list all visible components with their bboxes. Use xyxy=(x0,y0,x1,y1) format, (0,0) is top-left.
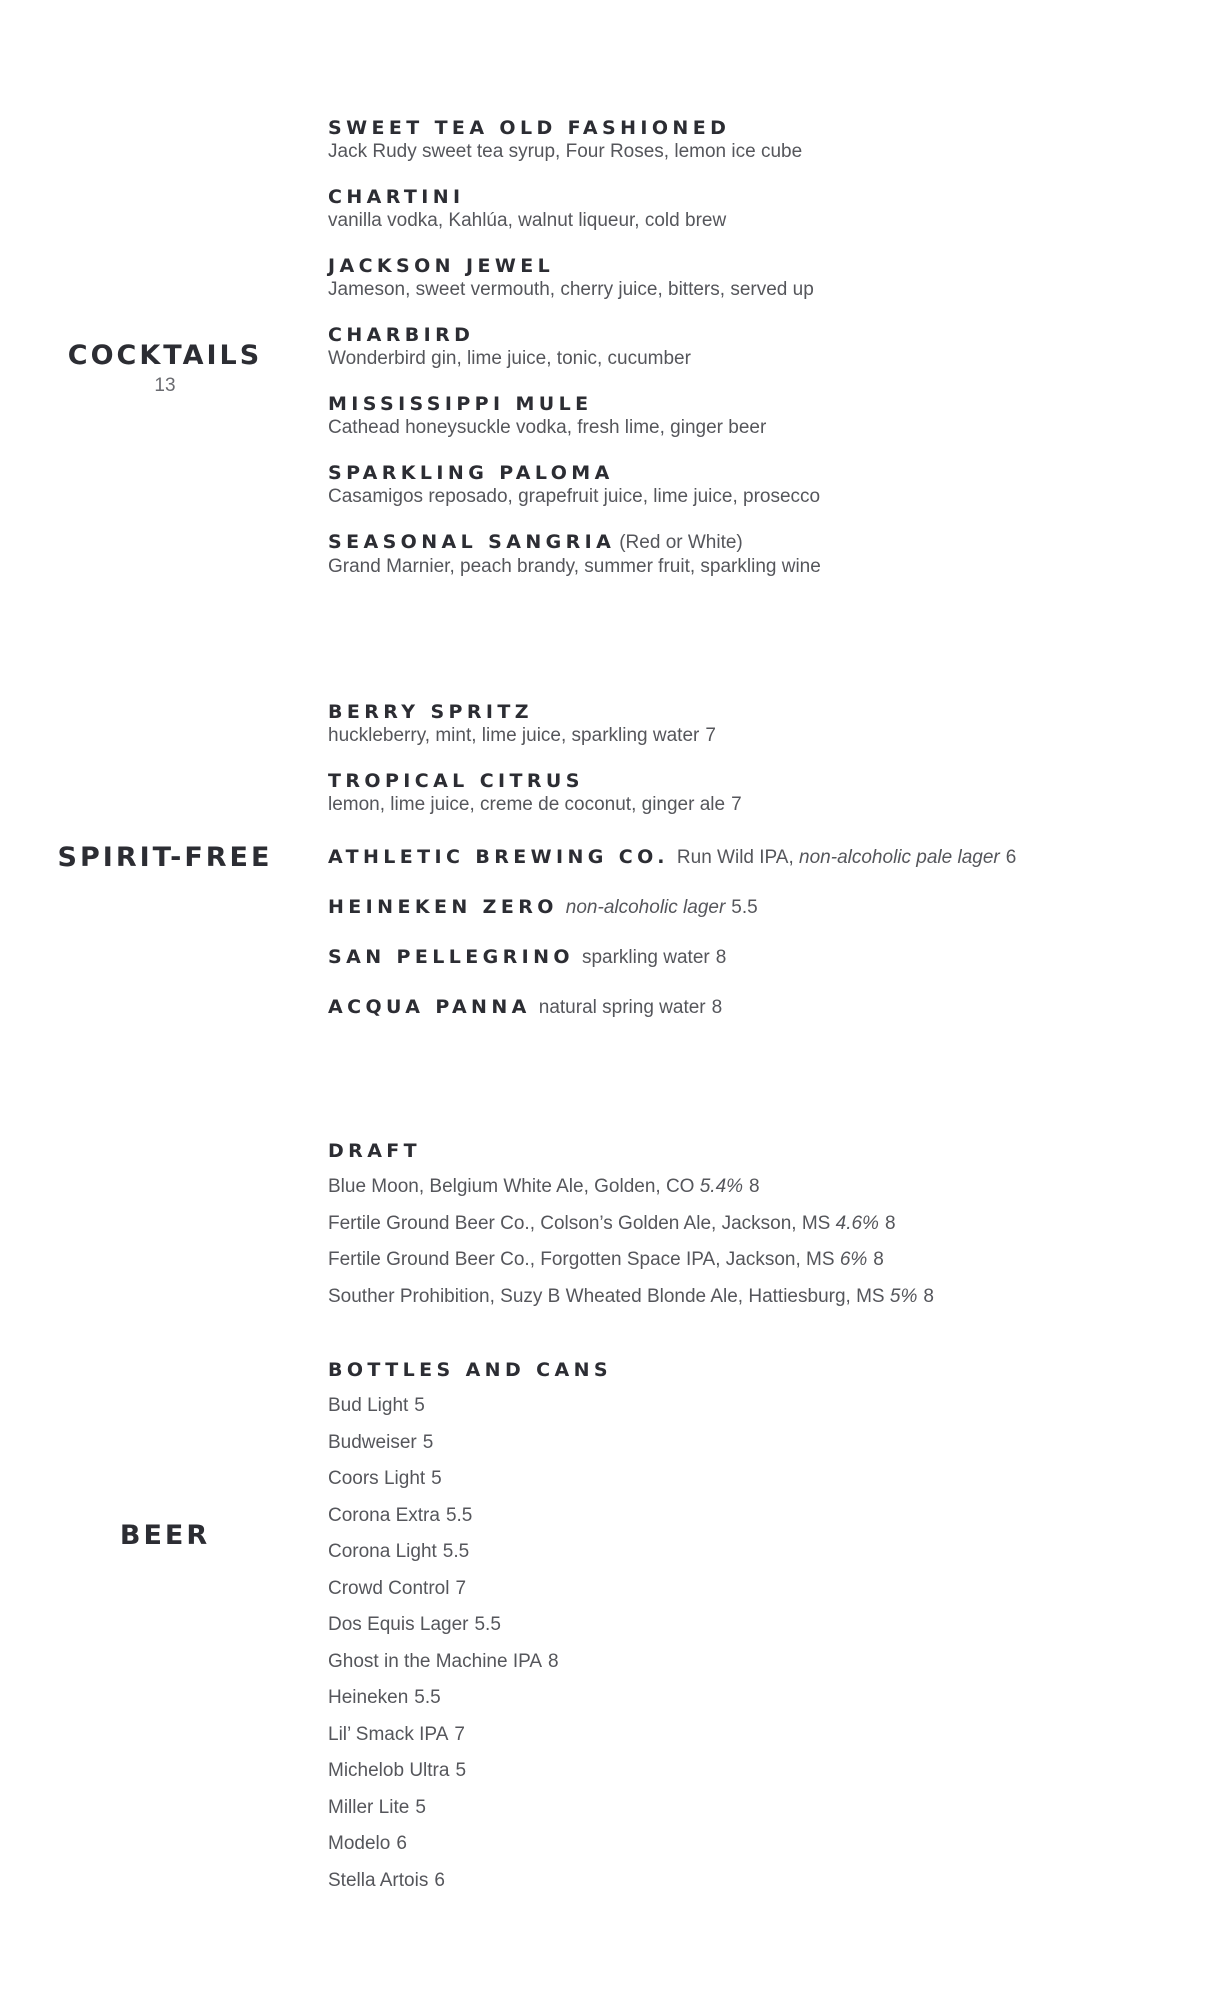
bottle-item xyxy=(328,1796,1188,1833)
spirit-free-desc-text: Run Wild IPA, xyxy=(676,847,800,868)
bottle-price: 7 xyxy=(454,1723,465,1745)
cocktail-name: CHARBIRD xyxy=(328,324,475,346)
cocktail-name: MISSISSIPPI MULE xyxy=(328,393,593,415)
bottle-item xyxy=(328,1613,1188,1650)
bottle-price: 5.5 xyxy=(474,1614,501,1635)
spirit-free-name: ACQUA PANNA xyxy=(328,996,531,1018)
spirit-free-name: ATHLETIC BREWING CO. xyxy=(328,846,669,868)
spirit-free-price: 6 xyxy=(1005,847,1017,868)
draft-name: Fertile Ground Beer Co., Colson’s Golden Ale, Jackson, MS xyxy=(328,1212,836,1234)
cocktails-list xyxy=(328,116,1188,600)
cocktails-price: 13 xyxy=(154,375,176,396)
draft-abv: 4.6% xyxy=(835,1212,879,1234)
bottles-section xyxy=(328,1358,1188,1905)
spirit-free-description xyxy=(328,724,1188,748)
bottle-price: 5 xyxy=(414,1395,425,1416)
bottle-price: 6 xyxy=(396,1833,407,1854)
bottle-item xyxy=(328,1467,1188,1504)
draft-price: 8 xyxy=(749,1176,760,1197)
spirit-free-name: TROPICAL CITRUS xyxy=(328,770,584,792)
bottle-name: Michelob Ultra xyxy=(328,1760,450,1781)
spirit-free-desc-text: lemon, lime juice, creme de coconut, ginger ale xyxy=(328,794,726,815)
bottle-name: Corona Extra xyxy=(328,1504,440,1526)
cocktail-name: SEASONAL SANGRIA (Red or White) xyxy=(328,531,743,553)
spirit-free-item xyxy=(328,700,1188,748)
spirit-free-inline-item xyxy=(328,895,1188,919)
draft-name: Fertile Ground Beer Co., Forgotten Space IPA, Jackson, MS xyxy=(328,1249,840,1270)
spirit-free-description xyxy=(539,997,722,1018)
bottle-name: Coors Light xyxy=(328,1468,426,1489)
cocktail-item xyxy=(328,254,1188,302)
bottle-name: Ghost in the Machine IPA xyxy=(328,1650,543,1672)
bottle-price: 5 xyxy=(415,1796,426,1818)
bottle-name: Miller Lite xyxy=(328,1796,410,1818)
spirit-free-desc-text: natural spring water xyxy=(538,997,706,1018)
spirit-free-name: BERRY SPRITZ xyxy=(328,701,533,723)
cocktail-item xyxy=(328,530,1188,579)
draft-price: 8 xyxy=(923,1285,934,1307)
cocktail-item xyxy=(328,116,1188,164)
spirit-free-desc-text: huckleberry, mint, lime juice, sparkling water xyxy=(328,725,700,746)
cocktail-description: vanilla vodka, Kahlúa, walnut liqueur, cold brew xyxy=(328,210,727,231)
bottle-price: 5.5 xyxy=(445,1504,473,1526)
bottle-name: Crowd Control xyxy=(328,1577,450,1599)
bottle-item xyxy=(328,1832,1188,1869)
spirit-free-price: 8 xyxy=(715,947,727,968)
cocktail-description: Cathead honeysuckle vodka, fresh lime, ginger beer xyxy=(328,417,767,438)
bottle-price: 5.5 xyxy=(414,1687,441,1708)
cocktail-description: Wonderbird gin, lime juice, tonic, cucumber xyxy=(328,348,691,369)
cocktail-item xyxy=(328,392,1188,440)
spirit-free-name: HEINEKEN ZERO xyxy=(328,896,558,918)
draft-abv: 5.4% xyxy=(699,1176,744,1197)
draft-item xyxy=(328,1285,1188,1322)
spirit-free-description xyxy=(566,897,758,918)
spirit-free-price: 5.5 xyxy=(731,897,758,918)
bottle-price: 5 xyxy=(422,1431,434,1453)
cocktail-item xyxy=(328,461,1188,509)
draft-item xyxy=(328,1248,1188,1285)
spirit-free-inline-item xyxy=(328,945,1188,969)
bottle-name: Dos Equis Lager xyxy=(328,1614,469,1635)
beer-section-label xyxy=(0,1520,330,1552)
bottle-item xyxy=(328,1504,1188,1541)
bottle-price: 5.5 xyxy=(442,1541,470,1562)
bottle-item xyxy=(328,1577,1188,1614)
draft-section xyxy=(328,1139,1188,1321)
bottle-price: 6 xyxy=(434,1869,445,1891)
bottle-name: Corona Light xyxy=(328,1541,437,1562)
spirit-free-price: 7 xyxy=(731,794,742,815)
draft-heading: DRAFT xyxy=(328,1140,422,1162)
bottles-heading: BOTTLES AND CANS xyxy=(328,1359,613,1381)
cocktail-name: SPARKLING PALOMA xyxy=(328,462,614,484)
draft-name: Souther Prohibition, Suzy B Wheated Blonde Ale, Hattiesburg, MS xyxy=(328,1285,890,1307)
draft-item xyxy=(328,1212,1188,1249)
spirit-free-inline-list xyxy=(328,845,1188,1045)
draft-price: 8 xyxy=(873,1249,884,1270)
bottle-name: Lil’ Smack IPA xyxy=(328,1723,449,1745)
bottle-item xyxy=(328,1431,1188,1468)
draft-name: Blue Moon, Belgium White Ale, Golden, CO xyxy=(328,1176,700,1197)
draft-abv: 5% xyxy=(889,1285,918,1307)
bottle-name: Heineken xyxy=(328,1687,409,1708)
spirit-free-item xyxy=(328,769,1188,817)
bottle-price: 7 xyxy=(455,1577,467,1599)
draft-abv: 6% xyxy=(839,1249,868,1270)
spirit-free-section-label xyxy=(0,842,330,874)
cocktail-description: Grand Marnier, peach brandy, summer fruit, sparkling wine xyxy=(328,556,821,577)
bottle-price: 5 xyxy=(455,1760,467,1781)
draft-price: 8 xyxy=(884,1212,896,1234)
spirit-free-inline-item xyxy=(328,995,1188,1019)
bottle-name: Bud Light xyxy=(328,1395,409,1416)
draft-item xyxy=(328,1175,1188,1212)
bottle-item xyxy=(328,1650,1188,1687)
bottle-price: 5 xyxy=(431,1468,442,1489)
cocktail-description: Jameson, sweet vermouth, cherry juice, bitters, served up xyxy=(328,279,814,300)
cocktail-name: JACKSON JEWEL xyxy=(328,255,555,277)
spirit-free-title: SPIRIT-FREE xyxy=(57,842,273,873)
cocktails-title: COCKTAILS xyxy=(67,340,263,371)
spirit-free-name: SAN PELLEGRINO xyxy=(328,946,574,968)
spirit-free-description xyxy=(677,847,1016,868)
bottle-name: Stella Artois xyxy=(328,1869,429,1891)
spirit-free-list xyxy=(328,700,1188,838)
cocktail-note: (Red or White) xyxy=(619,532,743,553)
cocktail-description: Jack Rudy sweet tea syrup, Four Roses, lemon ice cube xyxy=(328,141,803,162)
cocktail-item xyxy=(328,185,1188,233)
cocktail-name: CHARTINI xyxy=(328,186,465,208)
bottle-item xyxy=(328,1869,1188,1906)
bottle-price: 8 xyxy=(548,1650,559,1672)
spirit-free-italic-note: non-alcoholic pale lager xyxy=(799,847,1000,868)
spirit-free-inline-item xyxy=(328,845,1188,869)
bottle-item xyxy=(328,1759,1188,1796)
cocktail-name: SWEET TEA OLD FASHIONED xyxy=(328,117,731,139)
spirit-free-desc-text: sparkling water xyxy=(581,947,710,968)
bottle-name: Modelo xyxy=(328,1833,391,1854)
cocktail-description: Casamigos reposado, grapefruit juice, lime juice, prosecco xyxy=(328,486,821,507)
spirit-free-price: 8 xyxy=(711,997,723,1018)
draft-list xyxy=(328,1175,1188,1321)
bottle-name: Budweiser xyxy=(328,1431,417,1453)
spirit-free-description xyxy=(328,793,1188,817)
bottle-item xyxy=(328,1540,1188,1577)
spirit-free-description xyxy=(582,947,726,968)
cocktail-item xyxy=(328,323,1188,371)
spirit-free-italic-note: non-alcoholic lager xyxy=(565,897,726,918)
bottle-item xyxy=(328,1394,1188,1431)
beer-title: BEER xyxy=(119,1520,211,1551)
spirit-free-price: 7 xyxy=(705,725,716,746)
bottle-item xyxy=(328,1723,1188,1760)
cocktails-section-label xyxy=(0,340,330,397)
bottles-list xyxy=(328,1394,1188,1905)
bottle-item xyxy=(328,1686,1188,1723)
